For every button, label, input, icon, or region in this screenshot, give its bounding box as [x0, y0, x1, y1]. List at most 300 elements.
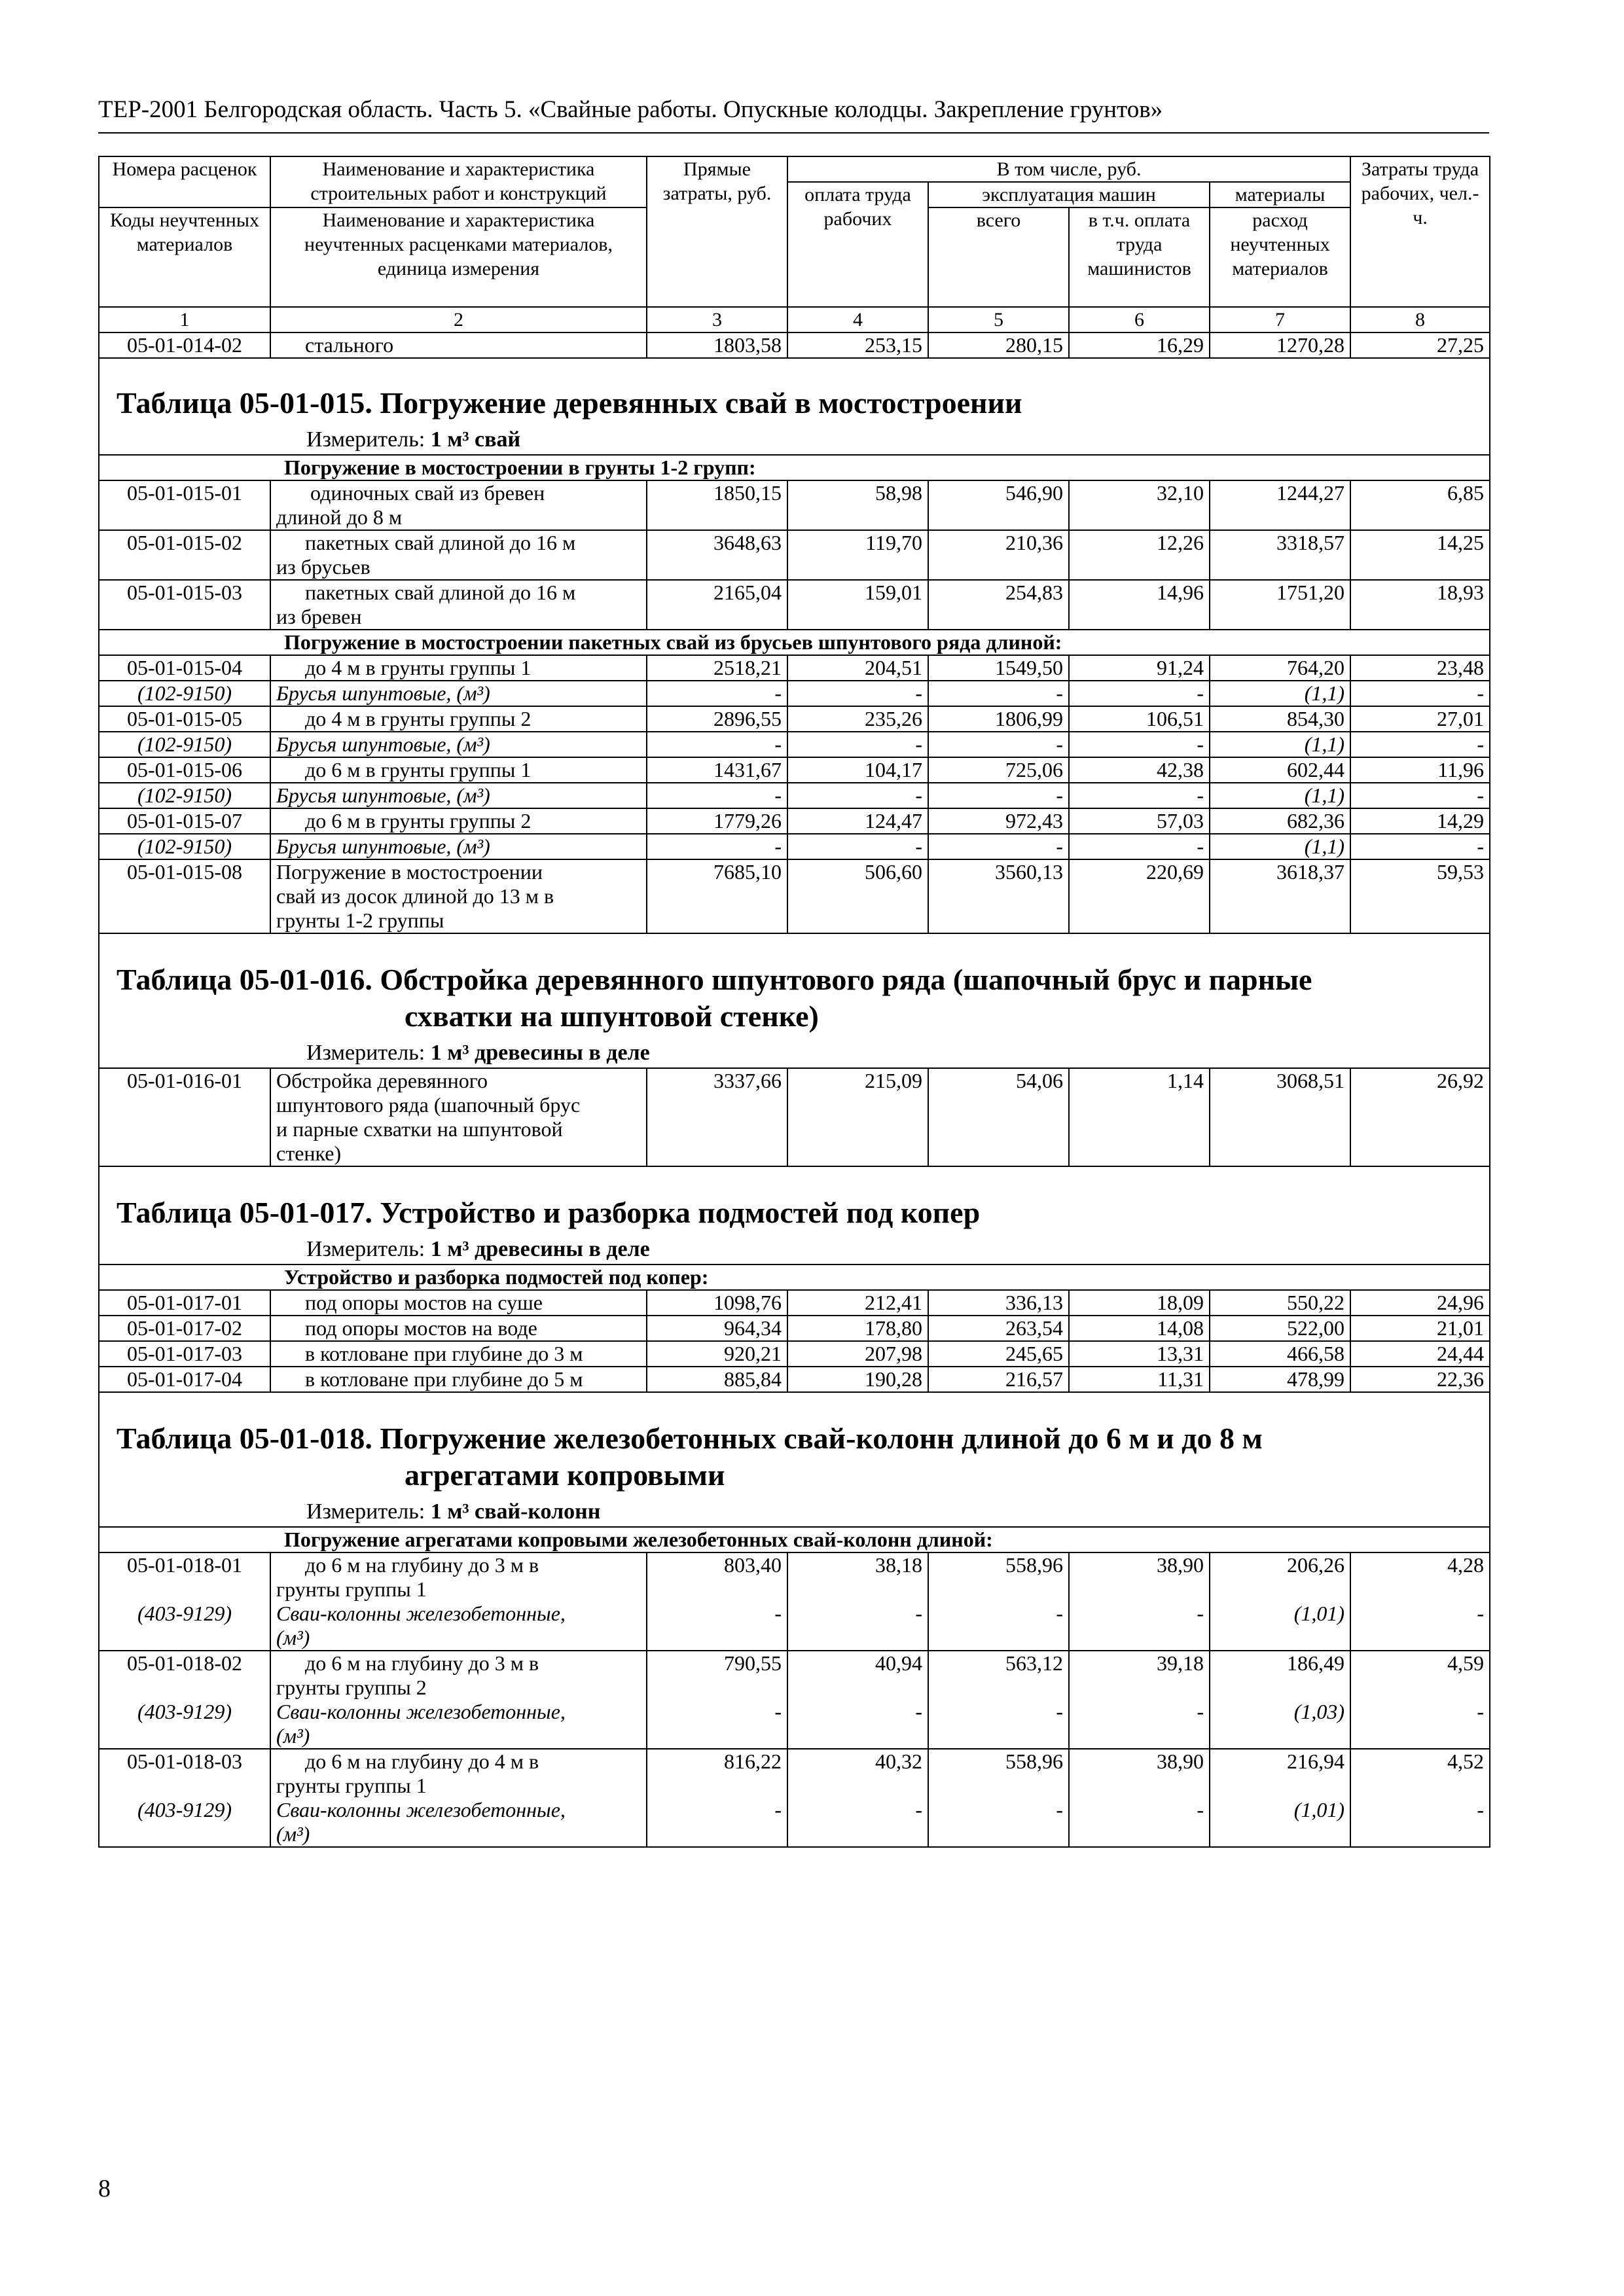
cell-value: 220,69	[1069, 859, 1210, 933]
material-value: -	[774, 1602, 782, 1625]
cell-value: 21,01	[1350, 1316, 1490, 1341]
material-value: -	[1056, 1798, 1063, 1821]
cell-value: 1779,26	[647, 808, 787, 834]
measure-unit	[117, 1498, 1472, 1526]
rate-name-line: шпунтового ряда (шапочный брус	[276, 1093, 581, 1117]
col-number: 8	[1350, 307, 1490, 332]
table-title-017: Таблица 05-01-017. Устройство и разборка подмостей под копер	[117, 1196, 981, 1229]
cell-value: -	[1069, 732, 1210, 757]
spacer	[1075, 1577, 1204, 1602]
cell-value: 32,10	[1069, 480, 1210, 530]
cell-value: 254,83	[928, 580, 1069, 630]
cell-value: -	[1350, 783, 1490, 808]
table-row	[99, 580, 1490, 630]
cell-value: 1850,15	[647, 480, 787, 530]
cell-value: 27,25	[1350, 332, 1490, 358]
spacer	[1216, 1676, 1344, 1700]
value-cell	[1210, 1552, 1350, 1651]
value-cell	[647, 1749, 787, 1847]
cell-value: -	[1069, 834, 1210, 859]
rate-name	[270, 480, 647, 530]
measure-label: Измеритель:	[306, 427, 431, 452]
cell-value: 24,96	[1350, 1290, 1490, 1316]
col7-header: расход неучтенных материалов	[1210, 207, 1350, 307]
rate-name: в котловане при глубине до 3 м	[270, 1341, 647, 1367]
value-cell	[1069, 1651, 1210, 1749]
col2-top-header: Наименование и характеристика строительных работ и конструкций	[270, 156, 647, 207]
col3-header: Прямые затраты, руб.	[647, 156, 787, 307]
section-row	[99, 630, 1490, 655]
cell-value: 2165,04	[647, 580, 787, 630]
rate-name: в котловане при глубине до 5 м	[270, 1367, 647, 1392]
table-row	[99, 655, 1490, 681]
value-cell	[1350, 1749, 1490, 1847]
spacer	[1356, 1774, 1484, 1798]
cell-value: 3618,37	[1210, 859, 1350, 933]
material-value: (1,03)	[1293, 1700, 1345, 1723]
col-number: 5	[928, 307, 1069, 332]
material-name-line: (м³)	[276, 1822, 310, 1846]
cell-value: 3318,57	[1210, 530, 1350, 580]
cell-value: 57,03	[1069, 808, 1210, 834]
table-title-row	[99, 1392, 1490, 1527]
cell-value: 920,21	[647, 1341, 787, 1367]
cell-value: 1431,67	[647, 757, 787, 783]
table-row	[99, 1341, 1490, 1367]
section-row	[99, 1265, 1490, 1290]
table-title-row	[99, 933, 1490, 1068]
rate-name-line: свай из досок длиной до 13 м в	[276, 884, 554, 908]
cell-value: 16,29	[1069, 332, 1210, 358]
spacer	[105, 1676, 264, 1700]
rate-name: под опоры мостов на воде	[270, 1316, 647, 1341]
title-line: агрегатами копровыми	[405, 1458, 725, 1492]
value-cell	[787, 1749, 928, 1847]
value-cell	[1350, 1651, 1490, 1749]
section-heading: Устройство и разборка подмостей под копер:	[99, 1265, 1490, 1290]
cell-value: 1244,27	[1210, 480, 1350, 530]
group-header: В том числе, руб.	[787, 156, 1350, 182]
cell-value: 4,28	[1447, 1553, 1485, 1577]
cell-value: 964,34	[647, 1316, 787, 1341]
measure-value: 1 м³ древесины в деле	[430, 1237, 650, 1261]
cell-value: 215,09	[787, 1068, 928, 1166]
rate-name	[270, 1552, 647, 1651]
cell-value: 104,17	[787, 757, 928, 783]
material-code: (403-9129)	[137, 1798, 232, 1821]
cell-value: 210,36	[928, 530, 1069, 580]
cell-value: 854,30	[1210, 706, 1350, 732]
rate-name-line: грунты группы 1	[276, 1774, 427, 1797]
rate-code-cell	[99, 1651, 270, 1749]
cell-value: 816,22	[724, 1749, 782, 1773]
cell-value: 27,01	[1350, 706, 1490, 732]
spacer	[793, 1577, 922, 1602]
cell-value: -	[1350, 681, 1490, 706]
cell-value: 3648,63	[647, 530, 787, 580]
spacer	[105, 1774, 264, 1798]
cell-value: -	[647, 834, 787, 859]
cell-value: 14,25	[1350, 530, 1490, 580]
rate-code: 05-01-015-08	[99, 859, 270, 933]
cell-value: 558,96	[1005, 1553, 1063, 1577]
measure-label: Измеритель:	[306, 1499, 431, 1524]
value-cell	[928, 1749, 1069, 1847]
table-row	[99, 332, 1490, 358]
cell-value: 3560,13	[928, 859, 1069, 933]
col-number: 4	[787, 307, 928, 332]
rows-015-sheet-piles	[99, 655, 1490, 859]
material-value: (1,01)	[1293, 1602, 1345, 1625]
col4-header: оплата труда рабочих	[787, 182, 928, 307]
measure-value: 1 м³ свай	[430, 427, 521, 452]
cell-value: 106,51	[1069, 706, 1210, 732]
rate-name: до 6 м в грунты группы 1	[270, 757, 647, 783]
measure-unit	[117, 1039, 1472, 1067]
rate-name-line: длиной до 8 м	[276, 505, 403, 529]
col1-top-header: Номера расценок	[99, 156, 270, 207]
value-cell	[1210, 1749, 1350, 1847]
col-number: 6	[1069, 307, 1210, 332]
material-name-line: Сваи-колонны железобетонные,	[276, 1700, 566, 1723]
material-name: Брусья шпунтовые, (м³)	[270, 783, 647, 808]
table-row	[99, 757, 1490, 783]
rate-code: 05-01-015-06	[99, 757, 270, 783]
rate-name-line: до 6 м на глубину до 3 м в	[305, 1553, 539, 1577]
cell-value: 764,20	[1210, 655, 1350, 681]
rate-code-cell	[99, 1749, 270, 1847]
material-row	[99, 783, 1490, 808]
section-row	[99, 1527, 1490, 1552]
cell-value: 40,32	[875, 1749, 922, 1773]
cell-value: -	[1069, 783, 1210, 808]
cell-value: 23,48	[1350, 655, 1490, 681]
table-row	[99, 859, 1490, 933]
table-row	[99, 1367, 1490, 1392]
cell-value: 206,26	[1287, 1553, 1345, 1577]
cell-value: (1,1)	[1210, 732, 1350, 757]
cell-value: 563,12	[1005, 1651, 1063, 1675]
rate-name-line: пакетных свай длиной до 16 м	[305, 581, 576, 604]
cell-value: 466,58	[1210, 1341, 1350, 1367]
cell-value: 14,29	[1350, 808, 1490, 834]
rate-name-line: грунты группы 2	[276, 1676, 427, 1699]
material-row	[99, 834, 1490, 859]
cell-value: -	[1350, 732, 1490, 757]
value-cell	[1350, 1552, 1490, 1651]
rows-017-scaffolds	[99, 1290, 1490, 1392]
rate-name-line: до 6 м на глубину до 3 м в	[305, 1651, 539, 1675]
cell-value: 11,96	[1350, 757, 1490, 783]
value-cell	[928, 1651, 1069, 1749]
rates-table	[98, 156, 1490, 1848]
value-cell	[787, 1651, 928, 1749]
cell-value: -	[787, 783, 928, 808]
material-name: Брусья шпунтовые, (м³)	[270, 834, 647, 859]
rate-name	[270, 1749, 647, 1847]
cell-value: 546,90	[928, 480, 1069, 530]
measure-value: 1 м³ древесины в деле	[430, 1041, 650, 1065]
material-value: -	[1197, 1700, 1204, 1723]
material-code: (403-9129)	[137, 1700, 232, 1723]
cell-value: 18,09	[1069, 1290, 1210, 1316]
material-row	[99, 681, 1490, 706]
cell-value: 7685,10	[647, 859, 787, 933]
col8-header: Затраты труда рабочих, чел.-ч.	[1350, 156, 1490, 307]
cell-value: 885,84	[647, 1367, 787, 1392]
cell-value: 3337,66	[647, 1068, 787, 1166]
table-title-row	[99, 358, 1490, 455]
material-value: -	[774, 1700, 782, 1723]
cell-value: 725,06	[928, 757, 1069, 783]
measure-label: Измеритель:	[306, 1041, 431, 1065]
material-value: -	[774, 1798, 782, 1821]
cell-value: 207,98	[787, 1341, 928, 1367]
rate-code: 05-01-017-01	[99, 1290, 270, 1316]
cell-value: 1751,20	[1210, 580, 1350, 630]
col-number: 2	[270, 307, 647, 332]
rate-code: 05-01-015-02	[99, 530, 270, 580]
cell-value: 91,24	[1069, 655, 1210, 681]
cell-value: 14,96	[1069, 580, 1210, 630]
page-number: 8	[98, 2175, 111, 2202]
cell-value: 13,31	[1069, 1341, 1210, 1367]
cell-value: 186,49	[1287, 1651, 1345, 1675]
material-value: -	[1197, 1798, 1204, 1821]
rate-name-line: грунты группы 1	[276, 1577, 427, 1601]
cell-value: 38,18	[875, 1553, 922, 1577]
column-numbers-row	[99, 307, 1490, 332]
cell-value: 212,41	[787, 1290, 928, 1316]
cell-value: 38,90	[1157, 1553, 1204, 1577]
rate-name: стального	[270, 332, 647, 358]
rate-name-line: до 6 м на глубину до 4 м в	[305, 1749, 539, 1773]
rate-name: до 4 м в грунты группы 1	[270, 655, 647, 681]
spacer	[934, 1774, 1063, 1798]
title-line: Таблица 05-01-018. Погружение железобетонных свай-колонн длиной до 6 м и до 8 м	[117, 1422, 1263, 1455]
material-row	[99, 732, 1490, 757]
rate-code-cell	[99, 1552, 270, 1651]
cell-value: (1,1)	[1210, 783, 1350, 808]
cell-value: 972,43	[928, 808, 1069, 834]
material-name-line: Сваи-колонны железобетонные,	[276, 1798, 566, 1821]
rate-name-line: грунты 1-2 группы	[276, 908, 444, 932]
material-code: (403-9129)	[137, 1602, 232, 1625]
rate-name	[270, 1651, 647, 1749]
document-body	[98, 156, 1489, 1848]
material-value: -	[915, 1700, 922, 1723]
material-value: -	[1056, 1602, 1063, 1625]
cell-value: 38,90	[1157, 1749, 1204, 1773]
cell-value: 550,22	[1210, 1290, 1350, 1316]
rate-name-line: и парные схватки на шпунтовой	[276, 1117, 563, 1141]
cell-value: 54,06	[928, 1068, 1069, 1166]
rate-code: 05-01-015-05	[99, 706, 270, 732]
rate-name-line: стенке)	[276, 1141, 342, 1165]
cell-value: 39,18	[1157, 1651, 1204, 1675]
table-header-row-1	[99, 156, 1490, 182]
table-row	[99, 480, 1490, 530]
value-cell	[1069, 1552, 1210, 1651]
materials-header: материалы	[1210, 182, 1350, 207]
spacer	[1216, 1577, 1344, 1602]
cell-value: 40,94	[875, 1651, 922, 1675]
measure-label: Измеритель:	[306, 1237, 431, 1261]
cell-value: 522,00	[1210, 1316, 1350, 1341]
rate-code: 05-01-014-02	[99, 332, 270, 358]
rate-name	[270, 859, 647, 933]
cell-value: -	[1069, 681, 1210, 706]
cell-value: 26,92	[1350, 1068, 1490, 1166]
measure-unit	[117, 425, 1472, 454]
table-row	[99, 1316, 1490, 1341]
rate-code: 05-01-017-03	[99, 1341, 270, 1367]
cell-value: 12,26	[1069, 530, 1210, 580]
cell-value: 1098,76	[647, 1290, 787, 1316]
rate-code: 05-01-015-03	[99, 580, 270, 630]
spacer	[1356, 1676, 1484, 1700]
cell-value: 59,53	[1350, 859, 1490, 933]
cell-value: 1270,28	[1210, 332, 1350, 358]
rate-code: 05-01-018-02	[127, 1651, 242, 1675]
col-number: 7	[1210, 307, 1350, 332]
cell-value: 235,26	[787, 706, 928, 732]
page-header-title: ТЕР-2001 Белгородская область. Часть 5. «Свайные работы. Опускные колодцы. Закрепление грунтов»	[98, 96, 1163, 123]
spacer	[1216, 1774, 1344, 1798]
cell-value: 2896,55	[647, 706, 787, 732]
rate-name	[270, 530, 647, 580]
cell-value: 24,44	[1350, 1341, 1490, 1367]
rate-name: до 6 м в грунты группы 2	[270, 808, 647, 834]
table-row	[99, 1290, 1490, 1316]
table-row	[99, 706, 1490, 732]
material-code: (102-9150)	[99, 732, 270, 757]
cell-value: -	[928, 783, 1069, 808]
rate-code: 05-01-015-04	[99, 655, 270, 681]
section-heading: Погружение агрегатами копровыми железобетонных свай-колонн длиной:	[99, 1527, 1490, 1552]
section-heading: Погружение в мостостроении пакетных свай из брусьев шпунтового ряда длиной:	[99, 630, 1490, 655]
value-cell	[1069, 1749, 1210, 1847]
rate-code: 05-01-015-07	[99, 808, 270, 834]
rate-name-line: Погружение в мостостроении	[276, 860, 543, 884]
table-row	[99, 808, 1490, 834]
cell-value: -	[787, 732, 928, 757]
cell-value: 216,94	[1287, 1749, 1345, 1773]
material-value: -	[1056, 1700, 1063, 1723]
cell-value: 803,40	[724, 1553, 782, 1577]
rate-code: 05-01-018-01	[127, 1553, 242, 1577]
machines-header: эксплуатация машин	[928, 182, 1210, 207]
rate-code: 05-01-015-01	[99, 480, 270, 530]
cell-value: -	[787, 681, 928, 706]
spacer	[105, 1577, 264, 1602]
rate-name	[270, 1068, 647, 1166]
material-code: (102-9150)	[99, 783, 270, 808]
value-cell	[928, 1552, 1069, 1651]
rate-name-line: Обстройка деревянного	[276, 1069, 488, 1092]
cell-value: 478,99	[1210, 1367, 1350, 1392]
cell-value: 14,08	[1069, 1316, 1210, 1341]
table-row	[99, 1651, 1490, 1749]
rows-018-pile-columns	[99, 1552, 1490, 1847]
cell-value: 4,59	[1447, 1651, 1485, 1675]
cell-value: 1,14	[1069, 1068, 1210, 1166]
cell-value: 1806,99	[928, 706, 1069, 732]
rate-name	[270, 580, 647, 630]
col-number: 1	[99, 307, 270, 332]
cell-value: 558,96	[1005, 1749, 1063, 1773]
value-cell	[1210, 1651, 1350, 1749]
cell-value: -	[787, 834, 928, 859]
cell-value: -	[647, 732, 787, 757]
rate-name-line: одиночных свай из бревен	[310, 481, 545, 505]
spacer	[653, 1577, 782, 1602]
spacer	[793, 1774, 922, 1798]
material-name-line: Сваи-колонны железобетонные,	[276, 1602, 566, 1625]
measure-unit	[117, 1235, 1472, 1264]
rate-code: 05-01-016-01	[99, 1068, 270, 1166]
section-heading: Погружение в мостостроении в грунты 1-2 групп:	[99, 455, 1490, 480]
cell-value: 253,15	[787, 332, 928, 358]
table-title-016	[117, 961, 1472, 1035]
spacer	[1075, 1774, 1204, 1798]
rate-name: под опоры мостов на суше	[270, 1290, 647, 1316]
cell-value: 1549,50	[928, 655, 1069, 681]
material-name-line: (м³)	[276, 1626, 310, 1649]
cell-value: -	[1350, 834, 1490, 859]
table-row	[99, 1552, 1490, 1651]
table-title-018	[117, 1420, 1472, 1494]
table-title-row	[99, 1166, 1490, 1265]
material-name: Брусья шпунтовые, (м³)	[270, 732, 647, 757]
spacer	[934, 1676, 1063, 1700]
spacer	[653, 1774, 782, 1798]
cell-value: 682,36	[1210, 808, 1350, 834]
cell-value: 11,31	[1069, 1367, 1210, 1392]
cell-value: 18,93	[1350, 580, 1490, 630]
material-value: -	[1477, 1798, 1485, 1821]
cell-value: 1803,58	[647, 332, 787, 358]
table-title-015: Таблица 05-01-015. Погружение деревянных свай в мостостроении	[117, 386, 1022, 420]
cell-value: (1,1)	[1210, 681, 1350, 706]
cell-value: -	[928, 732, 1069, 757]
cell-value: 2518,21	[647, 655, 787, 681]
cell-value: 263,54	[928, 1316, 1069, 1341]
value-cell	[647, 1552, 787, 1651]
value-cell	[647, 1651, 787, 1749]
spacer	[1075, 1676, 1204, 1700]
cell-value: -	[928, 681, 1069, 706]
material-value: -	[1197, 1602, 1204, 1625]
cell-value: 22,36	[1350, 1367, 1490, 1392]
material-value: -	[915, 1602, 922, 1625]
cell-value: 119,70	[787, 530, 928, 580]
material-value: -	[915, 1798, 922, 1821]
cell-value: (1,1)	[1210, 834, 1350, 859]
table-row	[99, 1749, 1490, 1847]
cell-value: -	[647, 681, 787, 706]
material-value: -	[1477, 1700, 1485, 1723]
header-rule	[98, 132, 1489, 134]
table-row	[99, 530, 1490, 580]
cell-value: 58,98	[787, 480, 928, 530]
cell-value: 42,38	[1069, 757, 1210, 783]
col-number: 3	[647, 307, 787, 332]
rate-code: 05-01-018-03	[127, 1749, 242, 1773]
measure-value: 1 м³ свай-колонн	[430, 1499, 601, 1524]
material-code: (102-9150)	[99, 834, 270, 859]
cell-value: -	[647, 783, 787, 808]
